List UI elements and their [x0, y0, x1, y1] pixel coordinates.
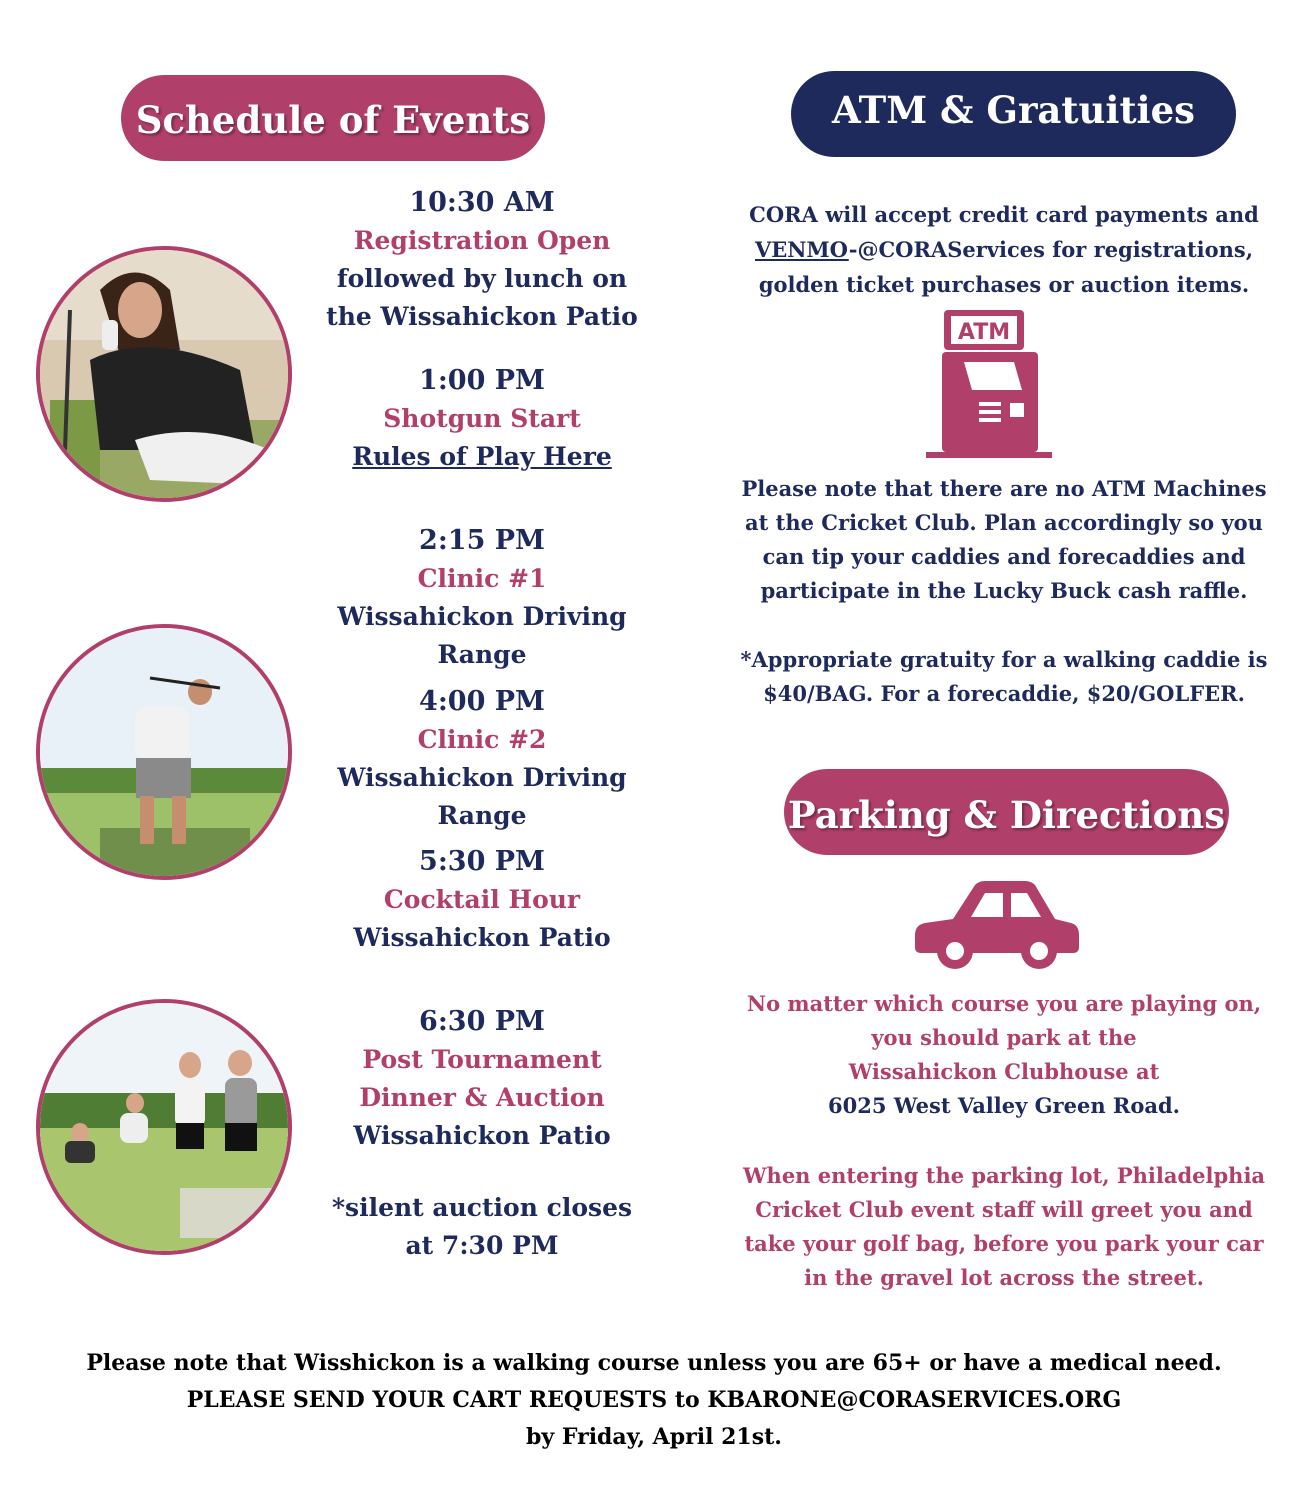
rules-of-play-link[interactable]: Rules of Play Here [352, 442, 612, 471]
gratuity-line: $40/BAG. For a forecaddie, $20/GOLFER. [763, 681, 1245, 706]
event-detail: Wissahickon Patio [353, 923, 611, 952]
event-time: 5:30 PM [419, 846, 545, 877]
entry-line: Cricket Club event staff will greet you and [755, 1197, 1253, 1222]
gratuity-note [700, 643, 1308, 711]
silent-auction-note [300, 1189, 664, 1265]
car-icon [913, 879, 1081, 971]
atm-note-line: can tip your caddies and forecaddies and [762, 544, 1246, 569]
parking-heading: Parking & Directions [784, 769, 1229, 855]
note-line: at 7:30 PM [405, 1231, 559, 1260]
event-clinic-1 [300, 522, 664, 674]
event-detail: the Wissahickon Patio [326, 302, 638, 331]
event-time: 1:00 PM [419, 365, 545, 396]
event-title: Clinic #1 [417, 564, 547, 593]
atm-icon-label: ATM [957, 320, 1011, 345]
event-time: 4:00 PM [419, 686, 545, 717]
footer-line: PLEASE SEND YOUR CART REQUESTS to KBARONE@CORASERVICES.ORG [186, 1387, 1122, 1413]
atm-machine-icon [924, 310, 1054, 460]
event-shotgun-start [300, 362, 664, 476]
event-detail: followed by lunch on [336, 264, 628, 293]
entry-line: When entering the parking lot, Philadelphia [742, 1163, 1266, 1188]
entry-line: in the gravel lot across the street. [804, 1265, 1204, 1290]
footer-line: Please note that Wisshickon is a walking course unless you are 65+ or have a medical need. [86, 1350, 1222, 1376]
schedule-heading: Schedule of Events [121, 75, 545, 161]
payment-line [700, 232, 1308, 267]
event-cocktail-hour [300, 843, 664, 957]
event-clinic-2 [300, 683, 664, 835]
atm-note [700, 472, 1308, 608]
event-title: Post Tournament [362, 1045, 602, 1074]
event-title: Cocktail Hour [383, 885, 581, 914]
venmo-handle: -@CORAServices for registrations, [848, 237, 1254, 262]
parking-line: Wissahickon Clubhouse at [848, 1059, 1160, 1084]
event-time: 2:15 PM [419, 525, 545, 556]
event-title: Shotgun Start [383, 404, 581, 433]
event-registration [300, 184, 664, 336]
parking-line: No matter which course you are playing on, [746, 991, 1262, 1016]
event-dinner-auction [300, 1003, 664, 1155]
footer-note [0, 1345, 1308, 1456]
atm-heading: ATM & Gratuities [791, 71, 1236, 157]
golfer-woman-photo [36, 246, 292, 502]
event-time: 10:30 AM [409, 187, 555, 218]
payment-info [700, 197, 1308, 302]
payment-line: CORA will accept credit card payments and [749, 202, 1259, 227]
event-detail: Wissahickon Driving Range [337, 602, 627, 669]
parking-location [700, 987, 1308, 1123]
golfer-man-swing-photo [36, 624, 292, 880]
event-detail: Wissahickon Patio [353, 1121, 611, 1150]
gratuity-line: *Appropriate gratuity for a walking caddie is [740, 647, 1268, 672]
payment-line: golden ticket purchases or auction items. [758, 272, 1250, 297]
entry-line: take your golf bag, before you park your car [744, 1231, 1264, 1256]
event-title: Dinner & Auction [359, 1083, 605, 1112]
event-time: 6:30 PM [419, 1006, 545, 1037]
venmo-link[interactable]: VENMO [754, 237, 849, 262]
event-title: Clinic #2 [417, 725, 547, 754]
parking-entry-note [700, 1159, 1308, 1295]
golfers-group-photo [36, 999, 292, 1255]
footer-line: by Friday, April 21st. [526, 1424, 782, 1450]
event-title: Registration Open [353, 226, 611, 255]
atm-note-line: Please note that there are no ATM Machines [741, 476, 1267, 501]
parking-address: 6025 West Valley Green Road. [828, 1093, 1180, 1118]
parking-line: you should park at the [871, 1025, 1137, 1050]
atm-note-line: at the Cricket Club. Plan accordingly so you [745, 510, 1263, 535]
note-line: *silent auction closes [331, 1193, 633, 1222]
event-detail: Wissahickon Driving Range [337, 763, 627, 830]
atm-note-line: participate in the Lucky Buck cash raffle. [760, 578, 1248, 603]
